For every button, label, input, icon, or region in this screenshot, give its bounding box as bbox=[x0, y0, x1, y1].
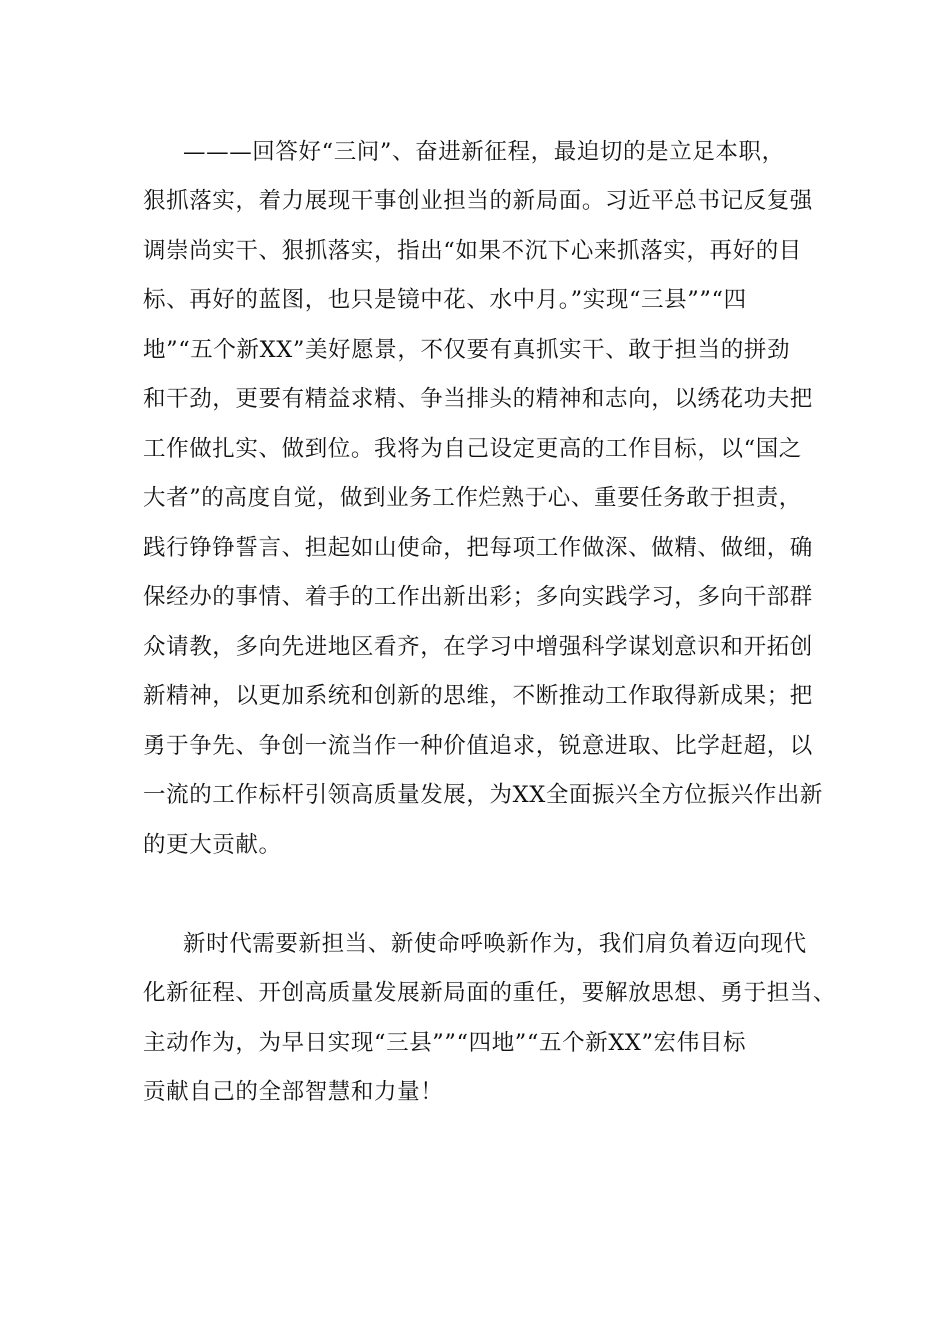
text-line: 的更大贡献。 bbox=[143, 832, 282, 858]
text-line: 一流的工作标杆引领高质量发展，为XX全面振兴全方位振兴作出新 bbox=[143, 782, 824, 808]
text-line: 新时代需要新担当、新使命呼唤新作为，我们肩负着迈向现代 bbox=[183, 931, 807, 957]
text-line: 化新征程、开创高质量发展新局面的重任，要解放思想、勇于担当、 bbox=[143, 980, 837, 1006]
text-line: 狠抓落实，着力展现干事创业担当的新局面。习近平总书记反复强 bbox=[143, 188, 813, 214]
text-line: ———回答好“三问”、奋进新征程，最迫切的是立足本职， bbox=[183, 139, 785, 165]
text-line: 贡献自己的全部智慧和力量！ bbox=[143, 1079, 444, 1105]
text-line: 主动作为，为早日实现“三县””“四地”“五个新XX”宏伟目标 bbox=[143, 1030, 747, 1056]
text-line: 调崇尚实干、狠抓落实，指出“如果不沉下心来抓落实，再好的目 bbox=[143, 238, 802, 264]
text-line: 工作做扎实、做到位。我将为自己设定更高的工作目标，以“国之 bbox=[143, 436, 802, 462]
text-line: 新精神，以更加系统和创新的思维，不断推动工作取得新成果；把 bbox=[143, 683, 813, 709]
text-line: 勇于争先、争创一流当作一种价值追求，锐意进取、比学赶超，以 bbox=[143, 733, 813, 759]
text-line: 标、再好的蓝图，也只是镜中花、水中月。”实现“三县””“四 bbox=[143, 287, 747, 313]
text-line: 大者”的高度自觉，做到业务工作烂熟于心、重要任务敢于担责， bbox=[143, 485, 802, 511]
text-line: 地”“五个新XX”美好愿景，不仅要有真抓实干、敢于担当的拼劲 bbox=[143, 337, 791, 363]
text-line: 众请教，多向先进地区看齐，在学习中增强科学谋划意识和开拓创 bbox=[143, 634, 813, 660]
text-line: 保经办的事情、着手的工作出新出彩；多向实践学习，多向干部群 bbox=[143, 584, 813, 610]
text-line: 和干劲，更要有精益求精、争当排头的精神和志向，以绣花功夫把 bbox=[143, 386, 813, 412]
text-line: 践行铮铮誓言、担起如山使命，把每项工作做深、做精、做细，确 bbox=[143, 535, 813, 561]
